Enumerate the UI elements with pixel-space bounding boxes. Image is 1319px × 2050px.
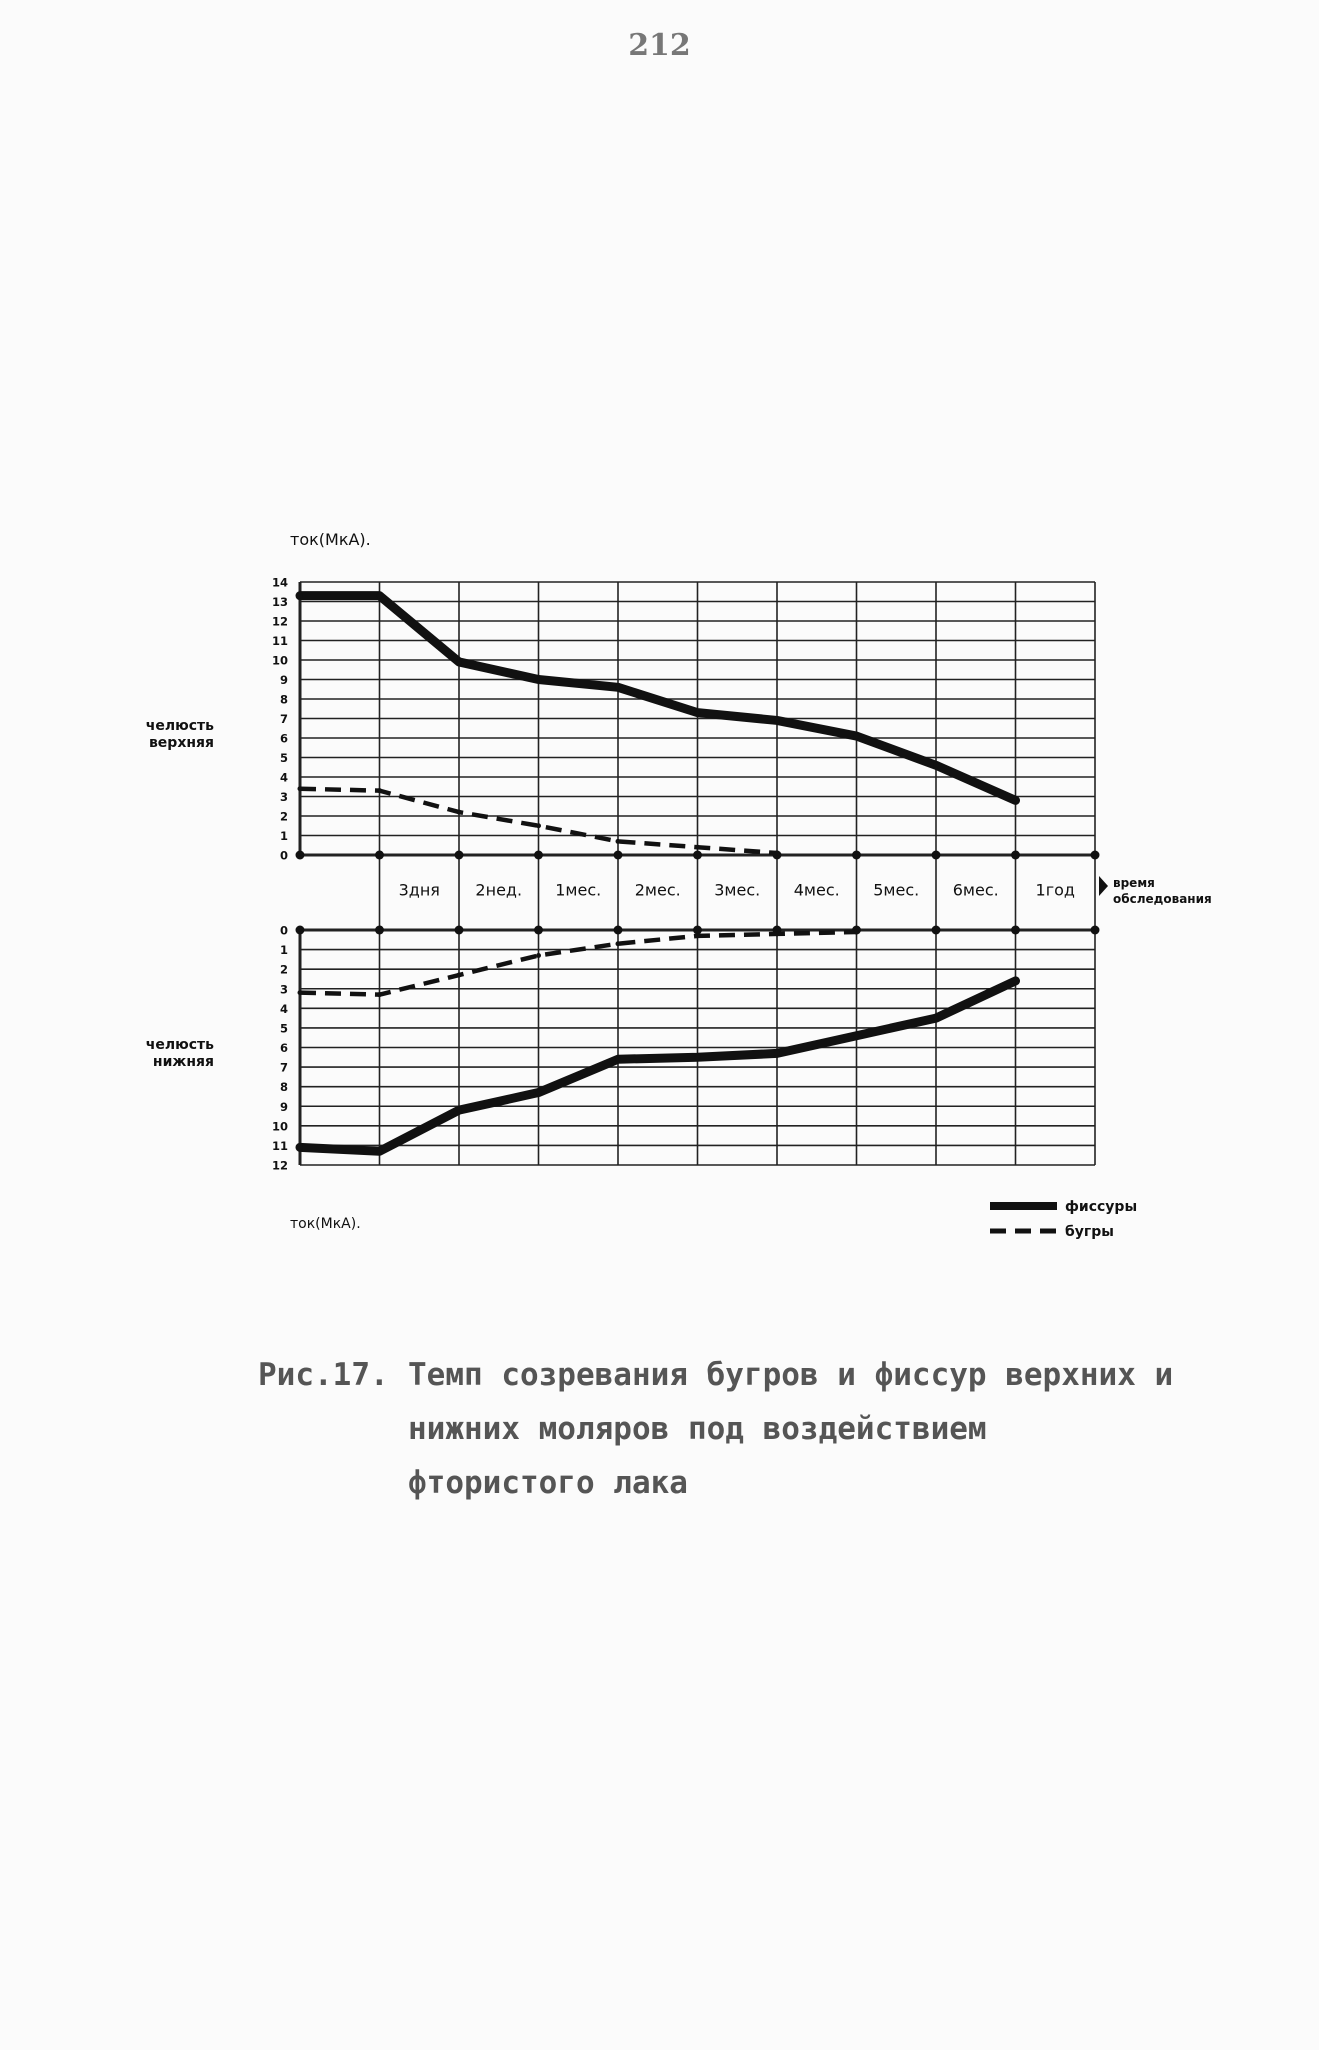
axis-dot (614, 851, 623, 860)
upper-data-point (695, 710, 701, 716)
axis-dot (1091, 851, 1100, 860)
lower-tick-label: 3 (279, 982, 288, 997)
lower-tick-label: 1 (279, 943, 288, 958)
lower-data-point (854, 1033, 860, 1039)
upper-tick-label: 0 (279, 848, 288, 863)
axis-dot (693, 926, 702, 935)
x-axis-arrow-icon (1099, 876, 1108, 896)
lower-data-point (695, 933, 700, 938)
axis-dot (455, 851, 464, 860)
upper-data-point (615, 684, 621, 690)
upper-y-unit-label: ток(МкА). (290, 530, 371, 549)
axis-dot (1011, 851, 1020, 860)
chart-legend (990, 1199, 1137, 1240)
lower-data-point (775, 931, 780, 936)
lower-data-point (377, 1148, 383, 1154)
legend-label: бугры (1065, 1224, 1114, 1240)
upper-tick-label: 4 (279, 770, 288, 785)
category-label: 2нед. (475, 880, 523, 900)
upper-data-point (933, 762, 939, 768)
upper-tick-label: 11 (271, 634, 288, 648)
upper-data-point (377, 788, 382, 793)
axis-dot (852, 851, 861, 860)
lower-data-point (297, 1144, 303, 1150)
axis-dot (534, 851, 543, 860)
upper-group-label: верхняя (148, 735, 214, 751)
upper-data-point (774, 717, 780, 723)
lower-tick-label: 7 (279, 1060, 288, 1075)
lower-tick-label: 8 (279, 1080, 288, 1095)
category-label: 4мес. (793, 880, 840, 900)
lower-series-dashed (300, 932, 857, 995)
upper-data-point (456, 659, 462, 665)
lower-tick-label: 4 (279, 1001, 288, 1016)
category-label: 3дня (398, 880, 440, 900)
upper-data-point (1013, 797, 1019, 803)
upper-data-point (854, 733, 860, 739)
lower-data-point (615, 1056, 621, 1062)
figure-caption-text: Темп созревания бугров и фиссур верхних и нижних моляров под воздействием фтористого лака (408, 1357, 1174, 1501)
upper-tick-label: 6 (279, 731, 288, 746)
axis-dot (693, 851, 702, 860)
lower-data-point (298, 990, 303, 995)
lower-data-point (457, 973, 462, 978)
lower-group-label: нижняя (152, 1054, 214, 1070)
lower-data-point (616, 941, 621, 946)
upper-group-label: челюсть (145, 718, 214, 734)
upper-tick-label: 8 (279, 692, 288, 707)
axis-dot (534, 926, 543, 935)
figure-caption (258, 1348, 1178, 1510)
axis-dot (296, 851, 305, 860)
axis-dot (296, 926, 305, 935)
lower-data-point (695, 1054, 701, 1060)
upper-data-point (536, 823, 541, 828)
upper-tick-label: 9 (279, 673, 288, 687)
figure-number: Рис.17. (258, 1357, 389, 1393)
lower-data-point (377, 992, 382, 997)
lower-data-point (854, 929, 859, 934)
chart-labels (146, 530, 1212, 1232)
x-axis-title: время (1113, 876, 1155, 890)
lower-tick-label: 2 (279, 962, 288, 977)
upper-data-point (377, 593, 383, 599)
upper-tick-label: 10 (271, 653, 288, 668)
axis-dot (455, 926, 464, 935)
upper-data-point (775, 851, 780, 856)
lower-tick-label: 0 (279, 923, 288, 938)
lower-data-point (774, 1050, 780, 1056)
category-label: 1год (1035, 880, 1075, 900)
x-axis-title: обследования (1113, 892, 1212, 906)
upper-data-point (695, 845, 700, 850)
lower-data-point (933, 1015, 939, 1021)
upper-tick-label: 5 (279, 751, 288, 765)
lower-tick-label: 11 (271, 1138, 288, 1153)
upper-tick-label: 7 (279, 712, 288, 726)
lower-tick-label: 10 (271, 1119, 288, 1134)
lower-data-point (536, 1090, 542, 1096)
category-label: 5мес. (873, 880, 920, 900)
axis-dot (375, 926, 384, 935)
category-label: 1мес. (555, 880, 602, 900)
upper-tick-label: 12 (271, 614, 288, 629)
upper-data-point (457, 810, 462, 815)
axis-dot (1091, 926, 1100, 935)
lower-y-unit-label: ток(МкА). (290, 1216, 361, 1232)
upper-tick-label: 14 (271, 575, 288, 590)
axis-dot (1011, 926, 1020, 935)
upper-data-point (298, 786, 303, 791)
lower-tick-label: 6 (279, 1041, 288, 1055)
lower-group-label: челюсть (145, 1037, 214, 1053)
lower-tick-label: 12 (271, 1158, 288, 1173)
upper-tick-label: 13 (271, 595, 288, 609)
lower-tick-label: 9 (279, 1099, 288, 1114)
axis-dot (375, 851, 384, 860)
lower-data-point (1013, 978, 1019, 984)
upper-tick-label: 2 (279, 809, 288, 824)
lower-data-point (536, 953, 541, 958)
upper-tick-label: 1 (279, 829, 288, 843)
upper-data-point (536, 677, 542, 683)
axis-dot (932, 926, 941, 935)
chart-series (297, 593, 1019, 1155)
page-number: 212 (628, 28, 691, 63)
upper-data-point (616, 839, 621, 844)
category-label: 6мес. (952, 880, 999, 900)
lower-tick-label: 5 (279, 1021, 288, 1036)
chart-grid (296, 582, 1100, 1165)
upper-data-point (297, 593, 303, 599)
category-label: 2мес. (634, 880, 681, 900)
upper-tick-label: 3 (279, 790, 288, 804)
upper-series-solid (300, 596, 1016, 801)
axis-dot (932, 851, 941, 860)
lower-data-point (456, 1107, 462, 1113)
category-label: 3мес. (714, 880, 761, 900)
axis-dot (614, 926, 623, 935)
legend-label: фиссуры (1065, 1199, 1138, 1215)
